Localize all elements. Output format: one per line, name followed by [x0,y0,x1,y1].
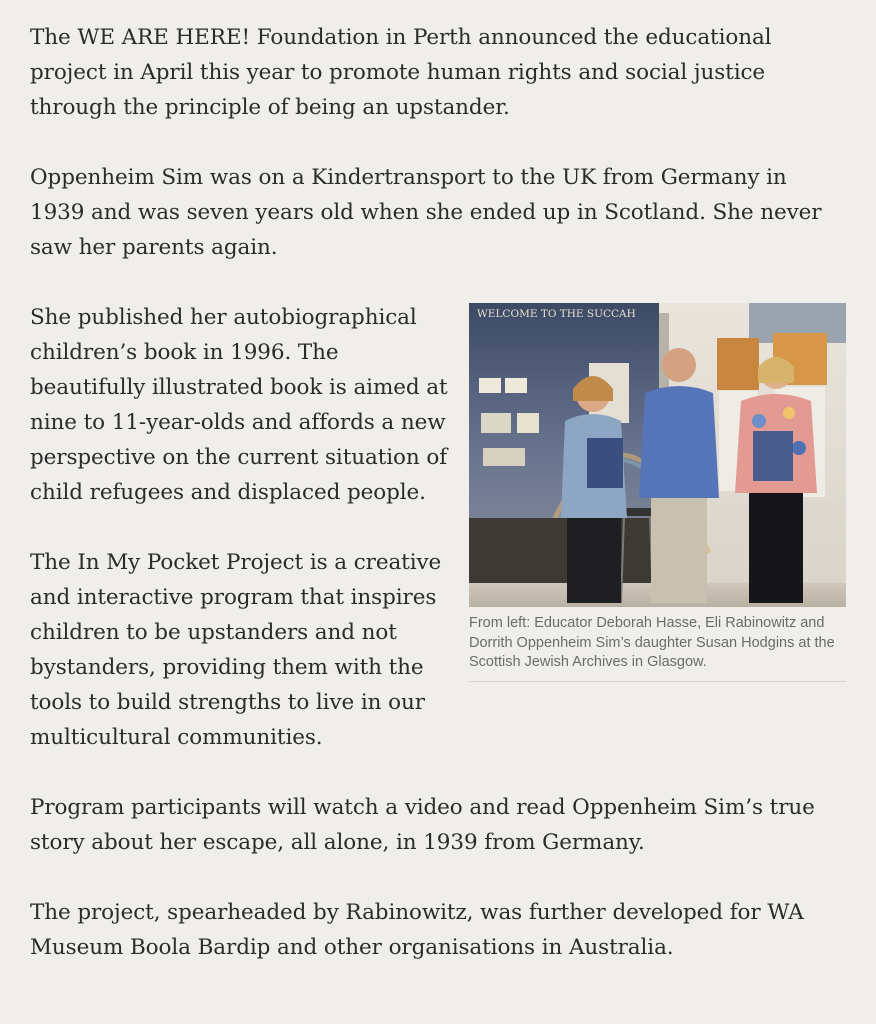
paragraph-project-development: The project, spearheaded by Rabinowitz, was further developed for WA Museum Boola Bardip and other organisations in Australia. [30,900,804,960]
paragraph-participants: Program participants will watch a video and read Oppenheim Sim’s true story about her escape, all alone, in 1939 from Germany. [30,795,815,855]
banner-text: WELCOME TO THE SUCCAH [477,308,636,320]
paragraph-in-my-pocket: The In My Pocket Project is a creative and interactive program that inspires children to be upstanders and not bystanders, providing them with the tools to build strengths to live in our multicultural communities. [30,550,442,750]
paragraph-autobiography: She published her autobiographical children’s book in 1996. The beautifully illustrated book is aimed at nine to 11-year-olds and affords a new perspective on the current situation of child refugees and displaced people. [30,305,448,505]
photo-caption: From left: Educator Deborah Hasse, Eli Rabinowitz and Dorrith Oppenheim Sim’s daughter Susan Hodgins at the Scottish Jewish Archives in Glasgow. [469,615,835,670]
photo[interactable] [469,303,846,607]
paragraph-kindertransport: Oppenheim Sim was on a Kindertransport to the UK from Germany in 1939 and was seven years old when she ended up in Scotland. She never saw her parents again. [30,165,822,260]
paragraph-foundation-announcement: The WE ARE HERE! Foundation in Perth announced the educational project in April this year to promote human rights and social justice through the principle of being an upstander. [30,25,772,120]
article-figure [469,303,846,682]
